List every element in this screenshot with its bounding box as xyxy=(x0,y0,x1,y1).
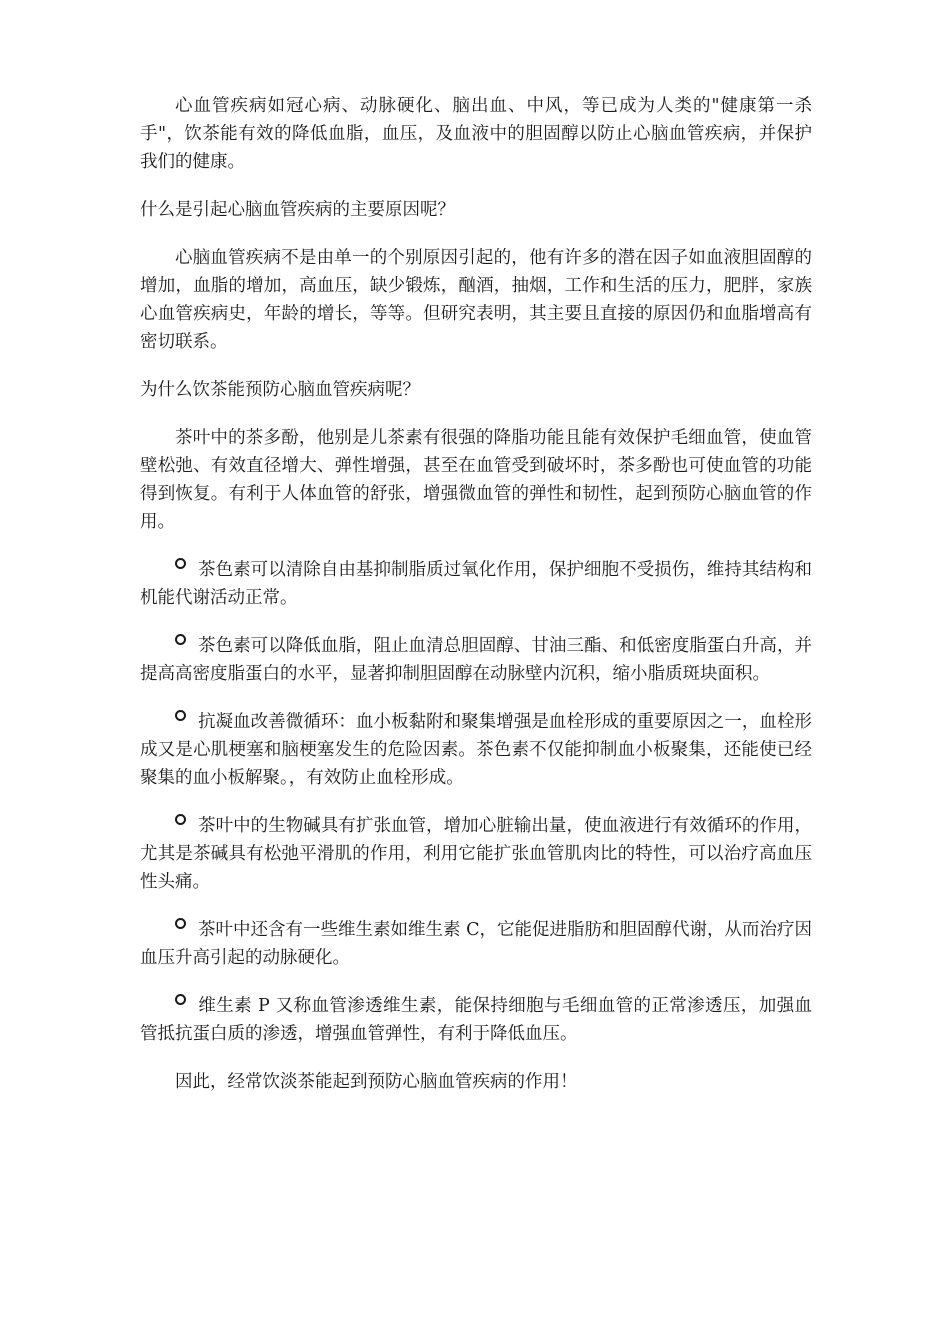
intro-paragraph: 心血管疾病如冠心病、动脉硬化、脑出血、中风，等已成为人类的"健康第一杀手"，饮茶能有效的降低血脂，血压，及血液中的胆固醇以防止心脑血管疾病，并保护我们的健康。 xyxy=(140,96,812,172)
bullet-text: 茶叶中还含有一些维生素如维生素 C，它能促进脂肪和胆固醇代谢，从而治疗因血压升高引起的动脉硬化。 xyxy=(140,920,812,968)
bullet-item xyxy=(140,992,812,1048)
tea-polyphenol-paragraph: 茶叶中的茶多酚，他别是儿茶素有很强的降脂功能且能有效保护毛细血管，使血管壁松弛、有效直径增大、弹性增强，甚至在血管受到破坏时，茶多酚也可使血管的功能得到恢复。有利于人体血管的舒张，增强微血管的弹性和韧性，起到预防心脑血管的作用。 xyxy=(140,428,812,532)
bullet-text: 维生素 P 又称血管渗透维生素，能保持细胞与毛细血管的正常渗透压，加强血管抵抗蛋白质的渗透，增强血管弹性，有利于降低血压。 xyxy=(140,996,812,1044)
bullet-text: 茶色素可以降低血脂，阻止血清总胆固醇、甘油三酯、和低密度脂蛋白升高，并提高高密度脂蛋白的水平，显著抑制胆固醇在动脉壁内沉积，缩小脂质斑块面积。 xyxy=(140,636,812,684)
question-tea: 为什么饮茶能预防心脑血管疾病呢？ xyxy=(140,380,420,400)
bullet-icon xyxy=(175,918,186,929)
bullet-item xyxy=(140,812,812,896)
conclusion-paragraph: 因此，经常饮淡茶能起到预防心脑血管疾病的作用！ xyxy=(175,1072,578,1092)
causes-paragraph: 心脑血管疾病不是由单一的个别原因引起的，他有许多的潜在因子如血液胆固醇的增加，血脂的增加，高血压，缺少锻炼，酗酒，抽烟，工作和生活的压力，肥胖，家族心血管疾病史，年龄的增长，等等。但研究表明，其主要且直接的原因仍和血脂增高有密切联系。 xyxy=(140,248,812,352)
question-causes: 什么是引起心脑血管疾病的主要原因呢？ xyxy=(140,200,455,220)
bullet-item xyxy=(140,916,812,972)
bullet-icon xyxy=(175,558,186,569)
bullet-text: 茶色素可以清除自由基抑制脂质过氧化作用，保护细胞不受损伤，维持其结构和机能代谢活动正常。 xyxy=(140,560,812,608)
bullet-text: 抗凝血改善微循环：血小板黏附和聚集增强是血栓形成的重要原因之一，血栓形成又是心肌梗塞和脑梗塞发生的危险因素。茶色素不仅能抑制血小板聚集，还能使已经聚集的血小板解聚。，有效防止血栓形成。 xyxy=(140,712,812,788)
bullet-item xyxy=(140,556,812,612)
bullet-icon xyxy=(175,634,186,645)
document-body xyxy=(140,92,812,1096)
bullet-icon xyxy=(175,994,186,1005)
bullet-item xyxy=(140,708,812,792)
bullet-text: 茶叶中的生物碱具有扩张血管，增加心脏输出量，使血液进行有效循环的作用，尤其是茶碱具有松弛平滑肌的作用，利用它能扩张血管肌肉比的特性，可以治疗高血压性头痛。 xyxy=(140,816,812,892)
bullet-item xyxy=(140,632,812,688)
bullet-icon xyxy=(175,814,186,825)
bullet-icon xyxy=(175,710,186,721)
